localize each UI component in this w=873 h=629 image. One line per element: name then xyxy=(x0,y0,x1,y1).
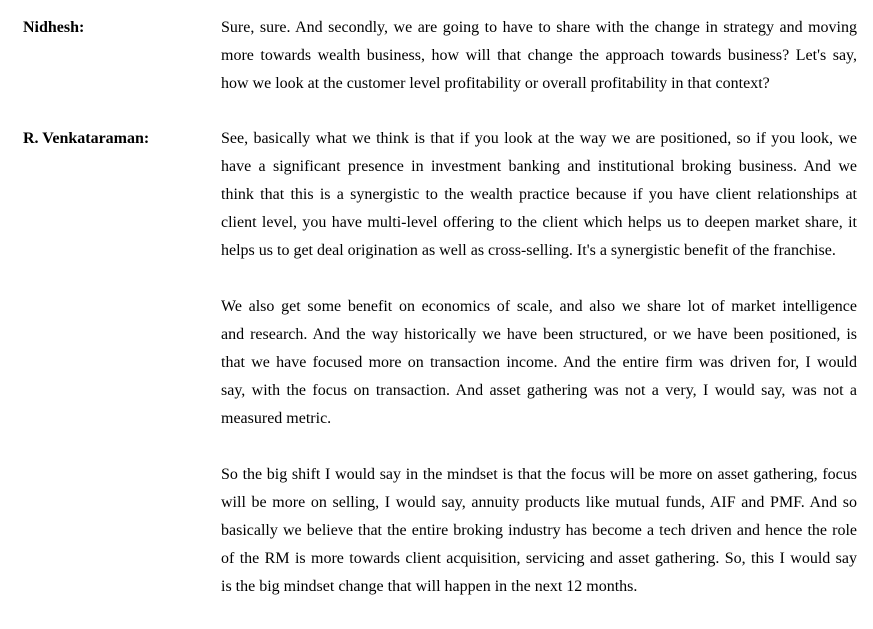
speech-paragraph xyxy=(221,293,857,433)
text-line: will be more on selling, I would say, annuity products like mutual funds, AIF and PMF. And so xyxy=(221,494,857,511)
text-line: So the big shift I would say in the mindset is that the focus will be more on asset gathering, focus xyxy=(221,466,857,483)
text-line: that we have focused more on transaction income. And the entire firm was driven for, I would xyxy=(221,354,857,371)
text-line: of the RM is more towards client acquisition, servicing and asset gathering. So, this I would say xyxy=(221,550,857,567)
text-line: think that this is a synergistic to the wealth practice because if you have client relationships at xyxy=(221,186,857,203)
speaker-name: Nidhesh: xyxy=(23,19,85,36)
text-line: have a significant presence in investment banking and institutional broking business. And we xyxy=(221,158,857,175)
text-line: measured metric. xyxy=(221,410,332,427)
speaker-name: R. Venkataraman: xyxy=(23,130,150,147)
text-line: more towards wealth business, how will that change the approach towards business? Let's say, xyxy=(221,47,857,64)
text-line: helps us to get deal origination as well as cross-selling. It's a synergistic benefit of the franchise. xyxy=(221,242,836,259)
speech-paragraph xyxy=(221,461,857,601)
speech-block xyxy=(221,125,857,629)
text-line: See, basically what we think is that if you look at the way we are positioned, so if you look, we xyxy=(221,130,857,147)
speech-block xyxy=(221,14,857,126)
text-line: client level, you have multi-level offering to the client which helps us to deepen market share, it xyxy=(221,214,857,231)
text-line: We also get some benefit on economics of scale, and also we share lot of market intelligence xyxy=(221,298,857,315)
text-line: is the big mindset change that will happen in the next 12 months. xyxy=(221,578,638,595)
text-line: Sure, sure. And secondly, we are going to have to share with the change in strategy and moving xyxy=(221,19,857,36)
text-line: how we look at the customer level profitability or overall profitability in that context? xyxy=(221,75,770,92)
text-line: basically we believe that the entire broking industry has become a tech driven and hence the role xyxy=(221,522,857,539)
speech-paragraph xyxy=(221,14,857,98)
text-line: and research. And the way historically we have been structured, or we have been positioned, is xyxy=(221,326,857,343)
text-line: say, with the focus on transaction. And asset gathering was not a very, I would say, was not a xyxy=(221,382,857,399)
speech-paragraph xyxy=(221,125,857,265)
